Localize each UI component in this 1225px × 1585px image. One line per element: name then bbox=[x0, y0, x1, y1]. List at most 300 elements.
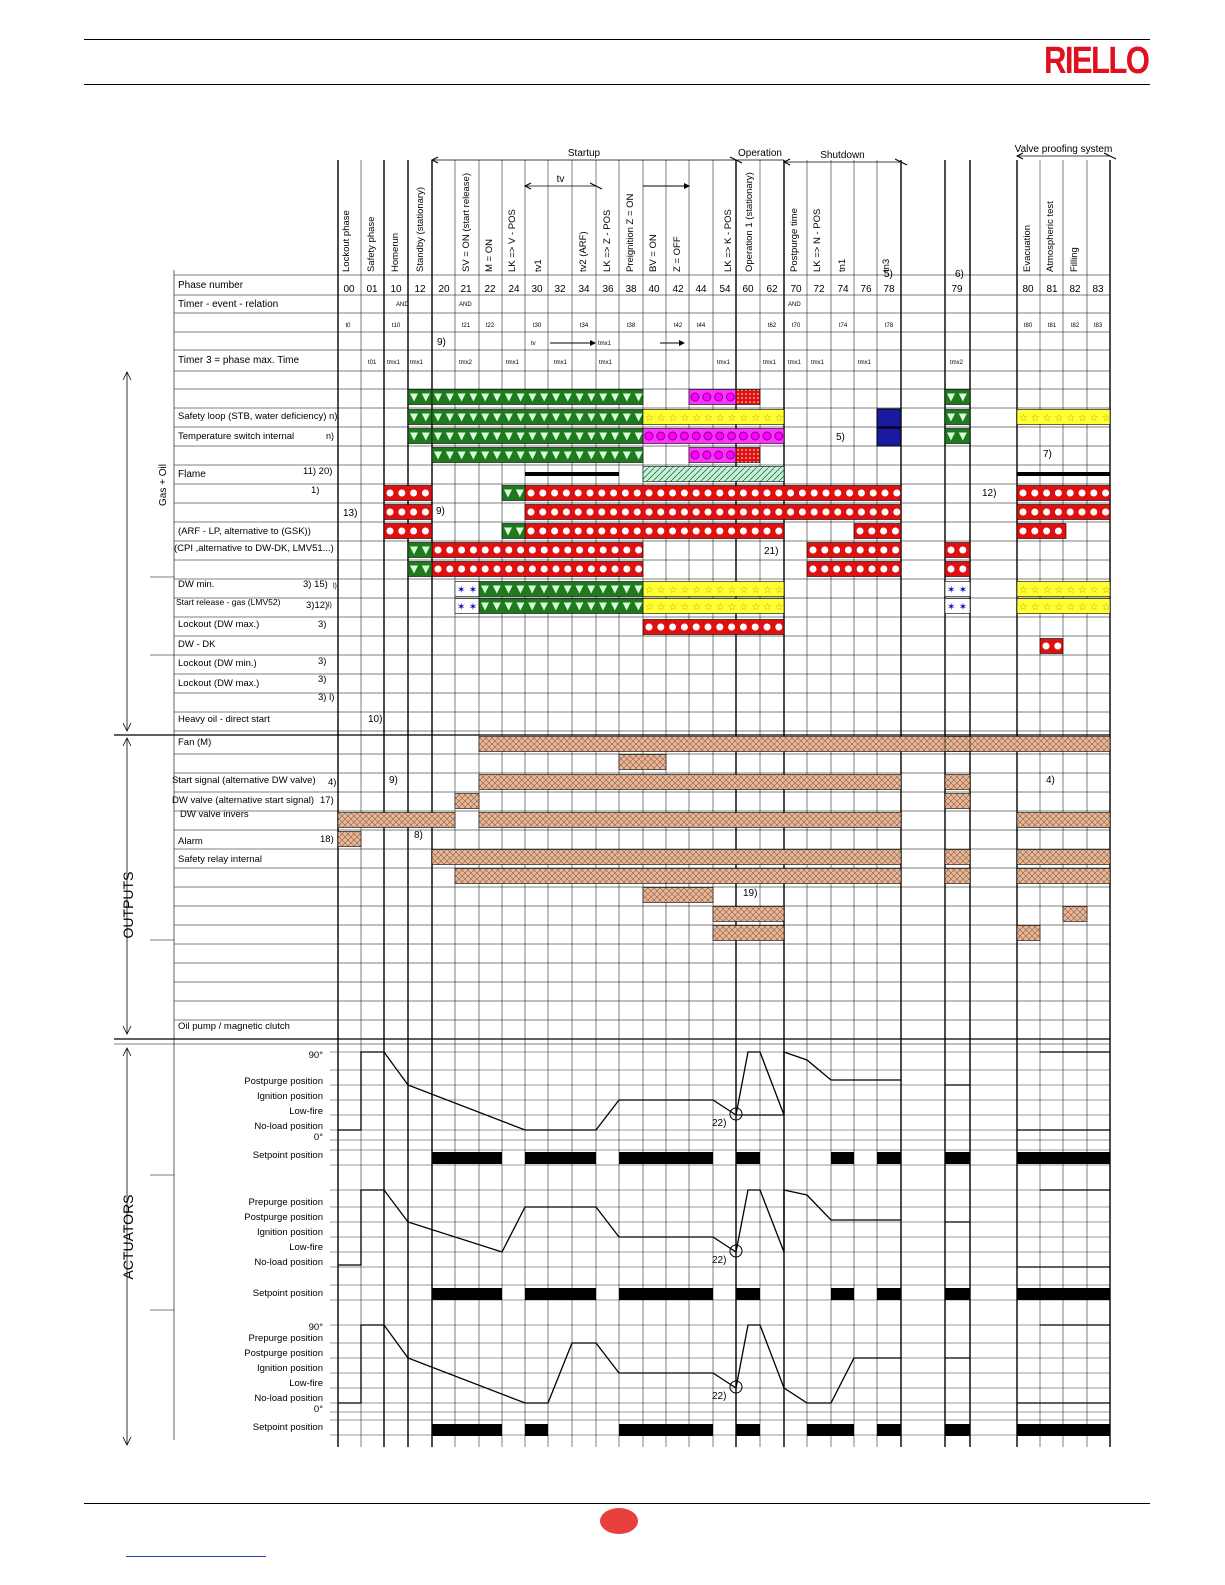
setpoint-bar bbox=[877, 1424, 901, 1436]
red-mark bbox=[551, 509, 558, 516]
phase-number: 12 bbox=[414, 284, 426, 295]
red-mark bbox=[646, 528, 653, 535]
red-mark bbox=[539, 528, 546, 535]
tmx-label: tmx1 bbox=[554, 360, 568, 366]
red-mark bbox=[1090, 490, 1097, 497]
red-mark bbox=[716, 528, 723, 535]
yellow-mark: ☆ bbox=[1078, 602, 1087, 613]
red-mark bbox=[563, 490, 570, 497]
red-mark bbox=[1055, 509, 1062, 516]
actuator1-label: Postpurge position bbox=[244, 1076, 323, 1087]
yellow-mark: ☆ bbox=[680, 413, 690, 424]
red-mark bbox=[693, 624, 700, 631]
bar bbox=[643, 888, 713, 903]
actuator1-label: 90° bbox=[308, 1050, 323, 1061]
phase-number: 60 bbox=[742, 284, 754, 295]
red-mark bbox=[623, 547, 630, 554]
red-mark bbox=[869, 566, 876, 573]
phase-label: M = ON bbox=[484, 239, 495, 272]
red-mark bbox=[598, 490, 605, 497]
yellow-mark: ☆ bbox=[704, 602, 713, 613]
actuator1-label: Low-fire bbox=[289, 1106, 323, 1117]
phase-number: 81 bbox=[1046, 284, 1058, 295]
phase-number: 10 bbox=[390, 284, 402, 295]
phase-number: 20 bbox=[438, 284, 450, 295]
red-mark bbox=[833, 566, 840, 573]
bar bbox=[408, 562, 432, 577]
red-mark bbox=[435, 566, 442, 573]
timer-tmx: tmx1 bbox=[598, 341, 612, 347]
note-label: 19) bbox=[743, 888, 758, 899]
note-22: 22) bbox=[712, 1118, 727, 1129]
red-mark bbox=[563, 509, 570, 516]
red-mark bbox=[541, 566, 548, 573]
red-mark bbox=[1043, 643, 1050, 650]
red-mark bbox=[410, 490, 417, 497]
bar bbox=[945, 737, 970, 752]
phase-label: tn1 bbox=[837, 258, 848, 272]
setpoint-bar bbox=[1017, 1288, 1110, 1300]
yellow-mark: ☆ bbox=[1054, 602, 1064, 613]
phase-number: 32 bbox=[554, 284, 566, 295]
red-mark bbox=[1043, 490, 1050, 497]
red-mark bbox=[681, 528, 688, 535]
red-mark bbox=[705, 490, 712, 497]
note-label: 5) bbox=[836, 432, 845, 443]
row-label: 3) bbox=[318, 674, 327, 685]
red-mark bbox=[1055, 490, 1062, 497]
red-mark bbox=[539, 490, 546, 497]
phase-number: 30 bbox=[531, 284, 543, 295]
magenta-mark bbox=[726, 451, 734, 459]
blue-mark: ✶ bbox=[468, 585, 478, 596]
row-label: Fan (M) bbox=[178, 737, 212, 748]
timer-label: t74 bbox=[838, 323, 848, 329]
yellow-mark: ☆ bbox=[774, 585, 784, 596]
actuator3-label: Setpoint position bbox=[252, 1422, 323, 1433]
setpoint-bar bbox=[831, 1288, 854, 1300]
red-mark bbox=[948, 547, 955, 554]
red-mark bbox=[529, 566, 536, 573]
phase-number: 74 bbox=[837, 284, 849, 295]
red-mark bbox=[1043, 528, 1050, 535]
red-mark bbox=[564, 547, 571, 554]
red-mark bbox=[705, 528, 712, 535]
phase-label: Z = OFF bbox=[672, 236, 683, 272]
yellow-mark: ☆ bbox=[680, 585, 690, 596]
row-label: n) bbox=[326, 431, 335, 441]
red-mark bbox=[893, 490, 900, 497]
red-mark bbox=[634, 490, 641, 497]
magenta-mark bbox=[726, 393, 734, 401]
red-mark bbox=[728, 509, 735, 516]
yellow-mark: ☆ bbox=[656, 585, 666, 596]
magenta-mark bbox=[775, 432, 783, 440]
red-mark bbox=[740, 624, 747, 631]
red-mark bbox=[622, 490, 629, 497]
red-mark bbox=[764, 528, 771, 535]
row-label: Start signal (alternative DW valve) bbox=[172, 775, 316, 786]
note-label: 7) bbox=[1043, 449, 1052, 460]
red-mark bbox=[657, 490, 664, 497]
row-label: Phase number bbox=[178, 280, 244, 291]
timer-tv: tv bbox=[531, 341, 536, 347]
yellow-mark: ☆ bbox=[763, 413, 772, 424]
bar bbox=[479, 599, 643, 614]
red-mark bbox=[740, 490, 747, 497]
red-mark bbox=[716, 490, 723, 497]
phase-number: 83 bbox=[1092, 284, 1104, 295]
phase-number: 00 bbox=[343, 284, 355, 295]
red-mark bbox=[587, 509, 594, 516]
yellow-mark: ☆ bbox=[763, 602, 772, 613]
startup-span-label: Startup bbox=[567, 148, 601, 159]
yellow-mark: ☆ bbox=[1019, 602, 1028, 613]
red-mark bbox=[646, 509, 653, 516]
note-label: 9) bbox=[436, 506, 445, 517]
phase-label: LK => K - POS bbox=[723, 209, 734, 272]
red-mark bbox=[470, 566, 477, 573]
red-mark bbox=[529, 547, 536, 554]
red-mark bbox=[635, 547, 642, 554]
bar bbox=[736, 390, 760, 405]
bar bbox=[338, 813, 455, 828]
actuator3-label: Ignition position bbox=[256, 1363, 323, 1374]
actuator1-label: Ignition position bbox=[256, 1091, 323, 1102]
red-mark bbox=[1102, 509, 1109, 516]
yellow-mark: ☆ bbox=[656, 602, 666, 613]
bar bbox=[455, 869, 901, 884]
magenta-mark bbox=[716, 432, 724, 440]
row-label: (CPI ,alternative to DW-DK, LMV51...) bbox=[174, 543, 334, 554]
blue-mark: ✶ bbox=[958, 585, 968, 596]
red-mark bbox=[669, 528, 676, 535]
red-mark bbox=[775, 624, 782, 631]
phase-label: Homerun bbox=[390, 232, 401, 272]
yellow-mark: ☆ bbox=[1030, 413, 1040, 424]
red-mark bbox=[959, 547, 966, 554]
bar bbox=[1017, 926, 1040, 941]
red-mark bbox=[622, 528, 629, 535]
magenta-mark bbox=[728, 432, 736, 440]
red-mark bbox=[528, 509, 535, 516]
red-mark bbox=[880, 528, 887, 535]
actuator2-label: No-load position bbox=[254, 1257, 323, 1268]
row-label: 3) bbox=[318, 619, 327, 630]
red-mark bbox=[551, 528, 558, 535]
yellow-mark: ☆ bbox=[739, 413, 749, 424]
yellow-mark: ☆ bbox=[739, 585, 749, 596]
red-mark bbox=[728, 528, 735, 535]
phase-number: 21 bbox=[460, 284, 472, 295]
red-mark bbox=[811, 509, 818, 516]
red-mark bbox=[539, 509, 546, 516]
setpoint-bar bbox=[736, 1424, 760, 1436]
blue-mark: ✶ bbox=[958, 602, 968, 613]
yellow-mark: ☆ bbox=[774, 602, 784, 613]
red-mark bbox=[422, 528, 429, 535]
tmx-label: tmx1 bbox=[788, 360, 802, 366]
red-mark bbox=[458, 566, 465, 573]
red-mark bbox=[740, 509, 747, 516]
red-mark bbox=[1067, 490, 1074, 497]
red-mark bbox=[575, 490, 582, 497]
red-mark bbox=[681, 509, 688, 516]
yellow-mark: ☆ bbox=[668, 602, 678, 613]
red-mark bbox=[858, 490, 865, 497]
actuator1-label: Setpoint position bbox=[252, 1150, 323, 1161]
red-mark bbox=[610, 509, 617, 516]
setpoint-bar bbox=[619, 1288, 713, 1300]
tmx-label: tmx1 bbox=[717, 360, 731, 366]
red-mark bbox=[959, 566, 966, 573]
red-mark bbox=[882, 490, 889, 497]
red-mark bbox=[610, 490, 617, 497]
row-label: Flame bbox=[178, 469, 206, 480]
red-mark bbox=[810, 566, 817, 573]
red-mark bbox=[398, 509, 405, 516]
yellow-mark: ☆ bbox=[668, 585, 678, 596]
red-mark bbox=[892, 566, 899, 573]
tmx-label: tmx2 bbox=[950, 360, 964, 366]
tmx-label: tmx1 bbox=[763, 360, 777, 366]
red-mark bbox=[681, 490, 688, 497]
red-mark bbox=[564, 566, 571, 573]
yellow-mark: ☆ bbox=[751, 413, 761, 424]
note: l) bbox=[333, 583, 337, 590]
note-22: 22) bbox=[712, 1255, 727, 1266]
timer-label: t30 bbox=[532, 323, 542, 329]
timer-label: t81 bbox=[1047, 323, 1057, 329]
bar bbox=[408, 543, 432, 558]
red-mark bbox=[1043, 509, 1050, 516]
bar bbox=[455, 794, 479, 809]
actuators-label: ACTUATORS bbox=[120, 1194, 136, 1280]
red-mark bbox=[892, 528, 899, 535]
bar bbox=[479, 582, 643, 597]
yellow-mark: ☆ bbox=[1030, 585, 1040, 596]
yellow-mark: ☆ bbox=[680, 602, 690, 613]
red-mark bbox=[1079, 490, 1086, 497]
setpoint-bar bbox=[945, 1288, 970, 1300]
red-mark bbox=[752, 528, 759, 535]
red-mark bbox=[846, 490, 853, 497]
bar bbox=[713, 907, 784, 922]
yellow-mark: ☆ bbox=[1066, 413, 1076, 424]
actuator3-label: 0° bbox=[313, 1404, 323, 1415]
actuator3-curve-b bbox=[736, 1325, 901, 1403]
bar bbox=[1017, 850, 1110, 865]
phase-label: Operation 1 (stationary) bbox=[744, 172, 755, 272]
yellow-mark: ☆ bbox=[1101, 413, 1111, 424]
timer-and: AND bbox=[396, 302, 409, 308]
bar bbox=[736, 448, 760, 463]
note: 4) bbox=[328, 777, 337, 788]
row-label: Lockout (DW min.) bbox=[178, 658, 257, 669]
red-mark bbox=[764, 624, 771, 631]
red-mark bbox=[811, 490, 818, 497]
tv-span-label: tv bbox=[556, 174, 565, 185]
red-mark bbox=[787, 509, 794, 516]
magenta-mark bbox=[680, 432, 688, 440]
row-label: 11) 20) bbox=[303, 466, 333, 477]
red-mark bbox=[505, 566, 512, 573]
red-mark bbox=[799, 490, 806, 497]
red-mark bbox=[845, 566, 852, 573]
yellow-mark: ☆ bbox=[715, 413, 725, 424]
red-mark bbox=[823, 509, 830, 516]
phase-number: 62 bbox=[766, 284, 778, 295]
yellow-mark: ☆ bbox=[1066, 585, 1076, 596]
timer-label: t0 bbox=[345, 323, 351, 329]
note-22: 22) bbox=[712, 1391, 727, 1402]
yellow-mark: ☆ bbox=[727, 413, 737, 424]
red-mark bbox=[588, 566, 595, 573]
note-label: 4) bbox=[1046, 775, 1055, 786]
red-mark bbox=[657, 528, 664, 535]
red-mark bbox=[588, 547, 595, 554]
red-mark bbox=[857, 547, 864, 554]
brand-logo: RIELLO bbox=[1044, 40, 1149, 82]
red-mark bbox=[752, 624, 759, 631]
yellow-mark: ☆ bbox=[1089, 413, 1099, 424]
timer-label: t80 bbox=[1023, 323, 1033, 329]
tmx-label: tmx1 bbox=[506, 360, 520, 366]
phase-number: 72 bbox=[813, 284, 825, 295]
timer-label: t44 bbox=[696, 323, 706, 329]
yellow-mark: ☆ bbox=[751, 585, 761, 596]
timer-label: t82 bbox=[1070, 323, 1080, 329]
yellow-mark: ☆ bbox=[1042, 413, 1052, 424]
red-mark bbox=[705, 509, 712, 516]
red-mark bbox=[1079, 509, 1086, 516]
actuator2-label: Low-fire bbox=[289, 1242, 323, 1253]
note-label: 13) bbox=[343, 508, 358, 519]
bar bbox=[408, 410, 432, 425]
note-label: 5) bbox=[884, 269, 893, 280]
setpoint-bar bbox=[432, 1424, 502, 1436]
note-label: 12) bbox=[982, 488, 997, 499]
timer-label: t78 bbox=[884, 323, 894, 329]
red-mark bbox=[657, 509, 664, 516]
actuator1-curve bbox=[338, 1052, 736, 1130]
actuator2-label: Ignition position bbox=[256, 1227, 323, 1238]
timer-label: t38 bbox=[626, 323, 636, 329]
setpoint-bar bbox=[1017, 1424, 1110, 1436]
setpoint-bar bbox=[807, 1424, 854, 1436]
red-mark bbox=[834, 490, 841, 497]
red-mark bbox=[716, 509, 723, 516]
red-mark bbox=[563, 528, 570, 535]
row-label: DW min. bbox=[178, 579, 215, 590]
red-mark bbox=[505, 547, 512, 554]
bar bbox=[713, 926, 784, 941]
red-mark bbox=[541, 547, 548, 554]
red-mark bbox=[681, 624, 688, 631]
red-mark bbox=[787, 490, 794, 497]
red-mark bbox=[1067, 509, 1074, 516]
bar bbox=[945, 775, 970, 790]
red-mark bbox=[799, 509, 806, 516]
yellow-mark: ☆ bbox=[704, 413, 713, 424]
yellow-mark: ☆ bbox=[1101, 585, 1111, 596]
actuator3-curve bbox=[338, 1325, 736, 1403]
actuator1-label: 0° bbox=[313, 1132, 323, 1143]
red-mark bbox=[868, 528, 875, 535]
magenta-mark bbox=[715, 393, 723, 401]
row-label: Temperature switch internal bbox=[178, 431, 295, 442]
yellow-mark: ☆ bbox=[692, 413, 702, 424]
phase-label: LK => Z - POS bbox=[602, 209, 613, 272]
red-mark bbox=[482, 547, 489, 554]
red-mark bbox=[857, 528, 864, 535]
row-label: Lockout (DW max.) bbox=[178, 678, 260, 689]
timer-label: t34 bbox=[579, 323, 589, 329]
red-mark bbox=[657, 624, 664, 631]
phase-number: 01 bbox=[366, 284, 378, 295]
red-mark bbox=[693, 490, 700, 497]
red-mark bbox=[612, 566, 619, 573]
flame-bar bbox=[1017, 472, 1110, 476]
red-mark bbox=[775, 490, 782, 497]
phase-label: Atmospheric test bbox=[1045, 201, 1056, 272]
phase-number: 24 bbox=[508, 284, 520, 295]
red-mark bbox=[600, 547, 607, 554]
actuator3-label: Prepurge position bbox=[248, 1333, 323, 1344]
yellow-mark: ☆ bbox=[1042, 602, 1052, 613]
red-mark bbox=[623, 566, 630, 573]
setpoint-bar bbox=[525, 1424, 548, 1436]
red-mark bbox=[1031, 509, 1038, 516]
red-mark bbox=[1031, 490, 1038, 497]
red-mark bbox=[1020, 528, 1027, 535]
magenta-mark bbox=[739, 432, 747, 440]
row-label: Safety relay internal bbox=[178, 854, 262, 865]
phase-number: 22 bbox=[484, 284, 496, 295]
magenta-mark bbox=[703, 451, 711, 459]
red-mark bbox=[410, 509, 417, 516]
setpoint-bar bbox=[619, 1152, 713, 1164]
timer-label: t10 bbox=[391, 323, 401, 329]
blue-box bbox=[877, 409, 901, 427]
flame-bar bbox=[525, 472, 619, 476]
row-label: DW valve (alternative start signal) bbox=[172, 795, 315, 806]
magenta-mark bbox=[669, 432, 677, 440]
note-label: 9) bbox=[437, 337, 446, 348]
timer-label: t22 bbox=[485, 323, 495, 329]
bar bbox=[945, 794, 970, 809]
red-mark bbox=[598, 528, 605, 535]
red-mark bbox=[1020, 490, 1027, 497]
phase-number: 70 bbox=[790, 284, 802, 295]
red-mark bbox=[870, 509, 877, 516]
bar bbox=[338, 832, 361, 847]
red-mark bbox=[482, 566, 489, 573]
red-mark bbox=[387, 490, 394, 497]
row-label: Alarm bbox=[178, 836, 203, 847]
red-mark bbox=[612, 547, 619, 554]
red-mark bbox=[422, 509, 429, 516]
blue-mark: ✶ bbox=[457, 602, 466, 613]
yellow-mark: ☆ bbox=[704, 585, 713, 596]
phase-number: 38 bbox=[625, 284, 637, 295]
magenta-mark bbox=[645, 432, 653, 440]
row-label: Start release - gas (LMV52) bbox=[176, 597, 281, 607]
phase-number: 78 bbox=[883, 284, 895, 295]
blue-mark: ✶ bbox=[457, 585, 466, 596]
actuator2-label: Prepurge position bbox=[248, 1197, 323, 1208]
red-mark bbox=[646, 490, 653, 497]
